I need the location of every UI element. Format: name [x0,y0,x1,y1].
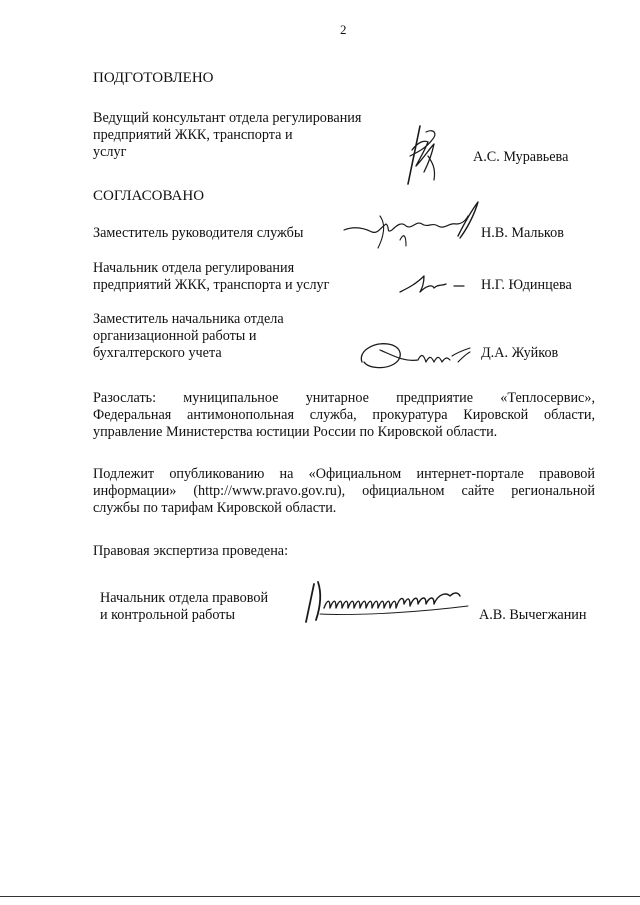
agreed-name: Н.В. Мальков [481,225,564,241]
zhuykov-signature [354,332,474,376]
legal-review-name: А.В. Вычегжанин [479,607,587,623]
distribution-line: Федеральная антимонопольная служба, прокуратура Кировской области, [93,407,595,423]
legal-review-position-line: Начальник отдела правовой [100,590,269,606]
agreed-position-line: бухгалтерского учета [93,345,222,361]
legal-review-position-line: и контрольной работы [100,607,235,623]
publication-line: Подлежит опубликованию на «Официальном интернет-портале правовой [93,466,595,482]
yudintseva-signature [398,270,470,296]
agreed-position-line: организационной работы и [93,328,257,344]
agreed-position-line: предприятий ЖКК, транспорта и услуг [93,277,330,293]
prepared-position-line: Ведущий консультант отдела регулирования [93,110,362,126]
prepared-name: А.С. Муравьева [473,149,569,165]
legal-review-statement: Правовая экспертиза проведена: [93,543,289,559]
publication-line: информации» (http://www.pravo.gov.ru), официальном сайте региональной [93,483,595,499]
agreed-position-line: Заместитель начальника отдела [93,311,284,327]
agreed-position-line: Начальник отдела регулирования [93,260,295,276]
agreed-name: Н.Г. Юдинцева [481,277,572,293]
prepared-position-line: предприятий ЖКК, транспорта и [93,127,293,143]
prepared-heading: ПОДГОТОВЛЕНО [93,70,214,86]
muravyeva-signature [398,122,448,188]
distribution-line: управление Министерства юстиции России по Кировской области. [93,424,498,440]
vychegzhanin-signature [300,578,480,626]
page-number: 2 [340,22,347,37]
agreed-heading: СОГЛАСОВАНО [93,188,205,204]
prepared-position-line: услуг [93,144,127,160]
agreed-position-line: Заместитель руководителя службы [93,225,304,241]
malkov-signature [340,196,485,256]
publication-line: службы по тарифам Кировской области. [93,500,337,516]
distribution-line: Разослать: муниципальное унитарное предприятие «Теплосервис», [93,390,595,406]
bottom-edge-line [0,896,640,897]
agreed-name: Д.А. Жуйков [481,345,559,361]
